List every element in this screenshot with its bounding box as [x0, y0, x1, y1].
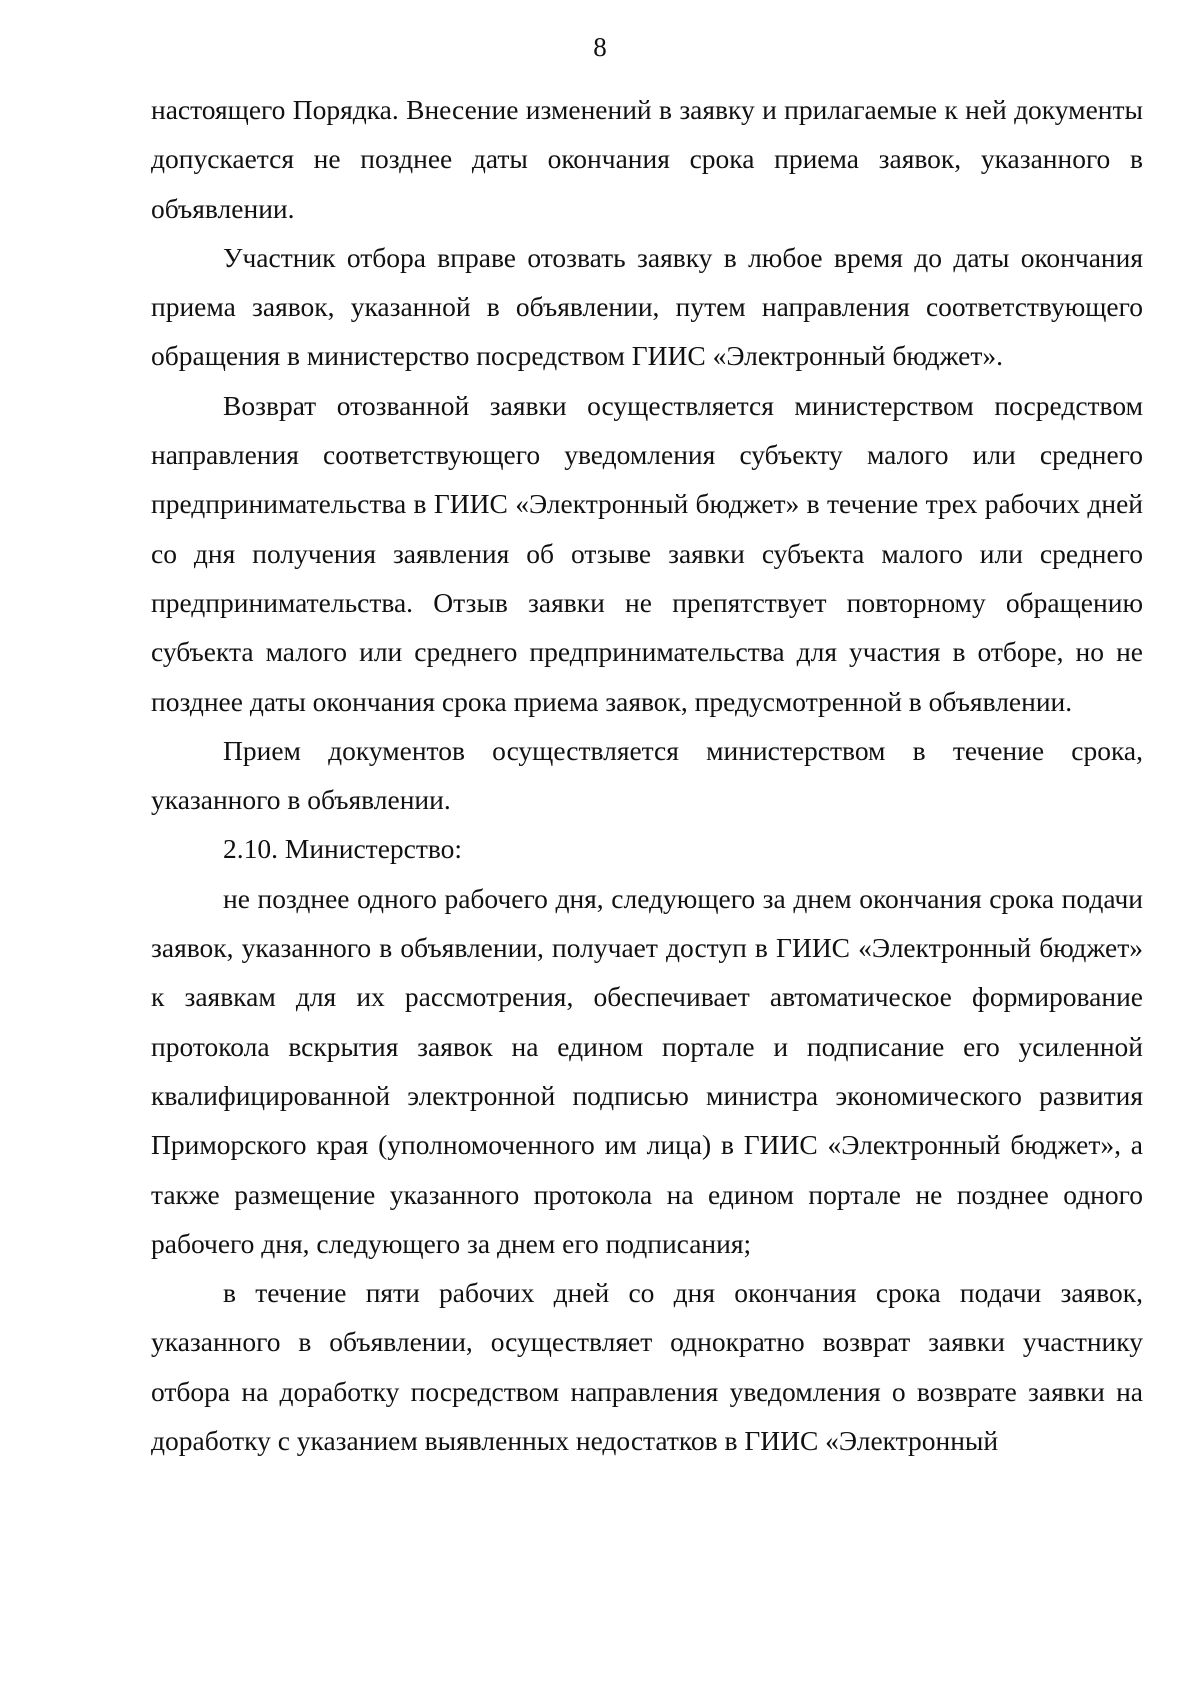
paragraph-section-heading: 2.10. Министерство: — [223, 833, 463, 865]
paragraph-return-withdrawn-application: Возврат отозванной заявки осуществляется министерством посредством направления соответствующего уведомления субъекту малого или среднего предпринимательства в ГИИС «Электронный бюджет» в течение трех рабочих дней со дня получения заявления об отзыве заявки субъекта малого или среднего предпринимательства. Отзыв заявки не препятствует повторному обращению субъекта малого или среднего предпринимательства для участия в отборе, но не позднее даты окончания срока приема заявок, предусмотренной в объявлении. — [151, 389, 1143, 717]
paragraph-document-reception: Прием документов осуществляется министерством в течение срока, указанного в объявлении. — [151, 734, 1143, 816]
document-body — [151, 85, 1143, 1465]
paragraph-withdraw-application: Участник отбора вправе отозвать заявку в любое время до даты окончания приема заявок, указанной в объявлении, путем направления соответствующего обращения в министерство посредством ГИИС «Электронный бюджет». — [151, 241, 1143, 372]
page-number: 8 — [593, 32, 607, 62]
paragraph-ministry-duty-return: в течение пяти рабочих дней со дня окончания срока подачи заявок, указанного в объявлении, осуществляет однократно возврат заявки участнику отбора на доработку посредством направления уведомления о возврате заявки на доработку с указанием выявленных недостатков в ГИИС «Электронный — [151, 1277, 1143, 1457]
paragraph-order-continuation: настоящего Порядка. Внесение изменений в заявку и прилагаемые к ней документы допускается не позднее даты окончания срока приема заявок, указанного в объявлении. — [151, 94, 1143, 224]
paragraph-ministry-duty-access: не позднее одного рабочего дня, следующего за днем окончания срока подачи заявок, указанного в объявлении, получает доступ в ГИИС «Электронный бюджет» к заявкам для их рассмотрения, обеспечивает автоматическое формирование протокола вскрытия заявок на едином портале и подписание его усиленной квалифицированной электронной подписью министра экономического развития Приморского края (уполномоченного им лица) в ГИИС «Электронный бюджет», а также размещение указанного протокола на едином портале не позднее одного рабочего дня, следующего за днем его подписания; — [151, 882, 1143, 1259]
